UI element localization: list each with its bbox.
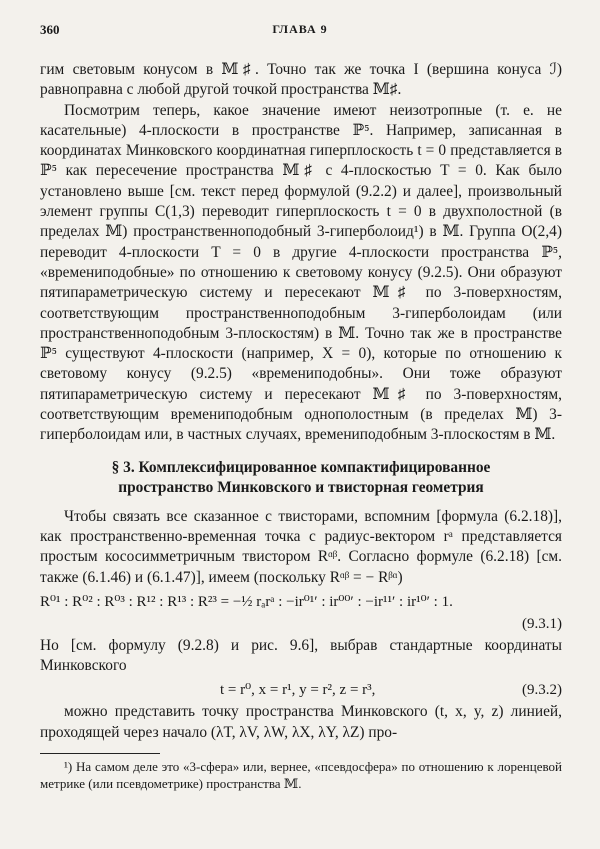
equation-9-3-1-body: R⁰¹ : R⁰² : R⁰³ : R¹² : R¹³ : R²³ = −½ rₐrᵃ : −ir⁰¹′ : ir⁰⁰′ : −ir¹¹′ : ir¹⁰′ : 1. <box>40 593 453 610</box>
footnote-rule <box>40 753 160 754</box>
page-number: 360 <box>40 22 60 37</box>
section-heading <box>40 458 562 498</box>
page-body <box>40 60 562 792</box>
equation-9-3-2-number: (9.3.2) <box>522 682 562 699</box>
footnote: ¹) На самом деле это «3-сфера» или, вернее, «псевдосфера» по отношению к лоренцевой метрике (или псевдометрике) пространства 𝕄. <box>40 759 562 792</box>
equation-9-3-2-body: t = r⁰, x = r¹, y = r², z = r³, <box>220 682 376 699</box>
paragraph-continuation: гим световым конусом в 𝕄♯. Точно так же точка I (вершина конуса ℐ) равноправна с любой другой точкой пространства 𝕄♯. <box>40 61 562 99</box>
running-title: ГЛАВА 9 <box>272 22 328 36</box>
section-heading-line-1: § 3. Комплексифицированное компактифицированное <box>111 458 491 476</box>
paragraph-4-planes: Посмотрим теперь, какое значение имеют неизотропные (т. е. не касательные) 4-плоскости в пространстве ℙ⁵. Например, записанная в координатах Минковского координатная гиперплоскость t = 0 представляется в ℙ⁵ как пересечение пространства 𝕄♯ с 4-плоскостью T = 0. Как было установлено выше [см. текст перед формулой (9.2.2) и далее], произвольный элемент группы C(1,3) переводит гиперплоскость t = 0 в двухполостной (в пределах 𝕄) пространственноподобный 3-гиперболоид¹) в 𝕄. Группа O(2,4) переводит 4-плоскости T = 0 в другие 4-плоскости пространства ℙ⁵, «времениподобные» по отношению к световому конусу (9.2.5). Они образуют пятипараметрическую систему и пересекают 𝕄♯ по 3-поверхностям, соответствующим пространственноподобным 3-гиперболоидам (или пространственноподобным 3-плоскостям) в 𝕄. Точно так же в пространстве ℙ⁵ существуют 4-плоскости (например, X = 0), которые по отношению к световому конусу (9.2.5) «времениподобны». Они тоже образуют пятипараметрическую систему и пересекают 𝕄♯ по 3-поверхностям, соответствующим времениподобным однополостным (в пределах 𝕄) 3-гиперболоидам или, в частных случаях, времениподобным 3-плоскостям в 𝕄. <box>40 101 562 444</box>
equation-9-3-1-number: (9.3.1) <box>522 615 562 632</box>
page-header <box>40 22 560 38</box>
equation-9-3-1 <box>40 592 562 614</box>
paragraph-twistors: Чтобы связать все сказанное с твисторами, вспомним [формула (6.2.18)], как пространственно-временная точка с радиус-вектором rᵃ представляется простым кососимметричным твистором Rᵅᵝ. Согласно формуле (6.2.18) [см. также (6.1.46) и (6.1.47)], имеем (поскольку Rᵅᵝ = − Rᵝᵅ) <box>40 507 562 586</box>
equation-9-3-2 <box>40 680 562 702</box>
paragraph-line-representation: можно представить точку пространства Минковского (t, x, y, z) линией, проходящей через начало (λT, λV, λW, λX, λY, λZ) про- <box>40 703 562 741</box>
section-heading-line-2: пространство Минковского и твисторная геометрия <box>118 478 484 496</box>
paragraph-coordinates: Но [см. формулу (9.2.8) и рис. 9.6], выбрав стандартные координаты Минковского <box>40 636 562 675</box>
